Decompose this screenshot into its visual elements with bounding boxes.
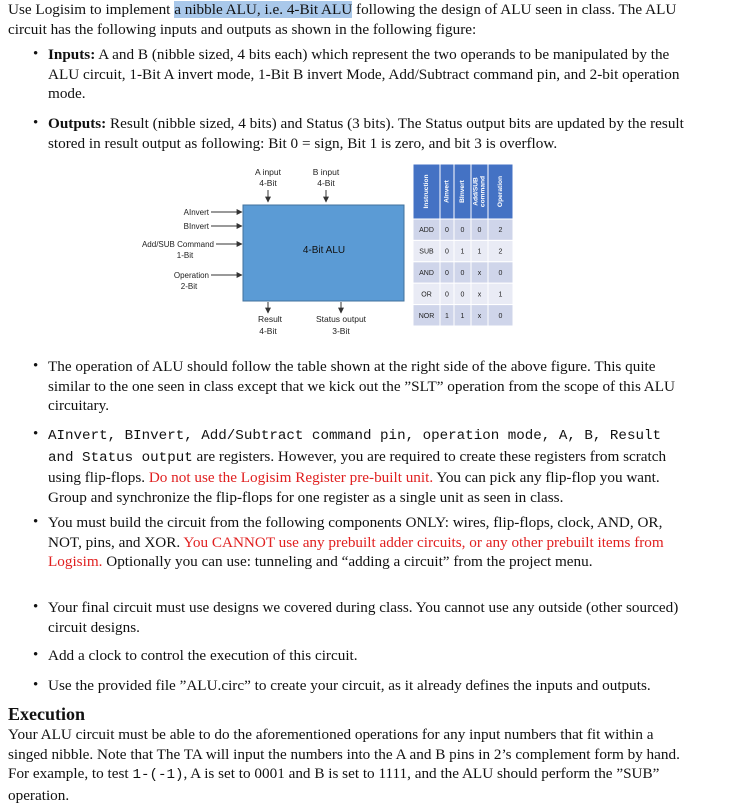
- addsub-label: Add/SUB Command: [141, 240, 214, 249]
- bullet-dot: •: [33, 358, 39, 374]
- intro-paragraph: [8, 0, 686, 39]
- table-cell-value: 1: [445, 312, 449, 320]
- status-label: Status output: [315, 314, 367, 324]
- table-header-label: BInvert: [459, 180, 466, 203]
- intro-text: Use Logisim to implement: [8, 1, 175, 18]
- table-cell-value: 0: [498, 270, 503, 277]
- alu-figure: [138, 162, 548, 340]
- components-text: You must build the circuit from the following components ONLY: wires, flip-flops, clock, AND, OR, NOT, pins, and XOR.: [48, 514, 663, 551]
- clock-bullet: Add a clock to control the execution of this circuit.: [48, 647, 358, 664]
- execution-text-cont: , A is set to 0001 and B is set to 1111, and the ALU should perform the ”SUB” operation.: [8, 765, 660, 804]
- table-cell-value: ADD: [419, 227, 434, 235]
- table-header-label: AInvert: [443, 180, 451, 203]
- operation-table-bullet: The operation of ALU should follow the table shown at the right side of the above figure. This quite similar to the one seen in class except that we kick out the ”SLT” operation from the scope of this ALU circuitary.: [48, 358, 676, 414]
- table-cell-value: x: [477, 312, 482, 320]
- table-cell-value: 0: [445, 248, 449, 256]
- table-cell-value: 2: [498, 227, 503, 235]
- table-cell-value: 0: [460, 227, 465, 235]
- bullet-dot: •: [33, 677, 39, 693]
- designs-bullet: Your final circuit must use designs we covered during class. You cannot use any outside (other sourced) circuit designs.: [48, 599, 679, 636]
- table-cell-value: 1: [460, 312, 465, 320]
- a-input-label: A input: [255, 167, 281, 177]
- components-bullet: [48, 513, 688, 572]
- table-cell-value: 1: [498, 291, 503, 299]
- table-cell-value: 1: [460, 248, 465, 256]
- execution-heading: Execution: [8, 704, 86, 724]
- table-cell-value: OR: [421, 291, 432, 299]
- bullet-dot: •: [33, 46, 39, 62]
- table-cell-value: 0: [460, 270, 465, 277]
- table-cell-value: 0: [445, 291, 449, 299]
- execution-code: 1-(-1): [132, 767, 184, 783]
- bullet-dot: •: [33, 599, 39, 615]
- table-cell-value: 0: [445, 270, 449, 277]
- status-bits: 3-Bit: [332, 326, 350, 336]
- components-text-cont: Optionally you can use: tunneling and “adding a circuit” from the project menu.: [102, 553, 593, 570]
- b-input-bits: 4-Bit: [317, 178, 335, 188]
- bullet-dot: •: [33, 647, 39, 663]
- table-cell-value: x: [477, 270, 482, 277]
- intro-text-cont: following the design of ALU seen in class. The ALU circuit has the following inputs and outputs as shown in the following figure:: [8, 1, 677, 38]
- table-cell-value: 0: [460, 291, 465, 299]
- bullet-dot: •: [33, 115, 39, 131]
- outputs-label: Outputs:: [48, 115, 107, 132]
- a-input-bits: 4-Bit: [259, 178, 277, 188]
- operation-bits: 2-Bit: [180, 282, 198, 291]
- highlighted-text: a nibble ALU, i.e. 4-Bit ALU: [174, 1, 353, 18]
- registers-text-cont: You can pick any flip-flop you want. Group and synchronize the flip-flops for one register as a single unit as seen in class.: [48, 469, 660, 506]
- registers-code: AInvert, BInvert, Add/Subtract command pin, operation mode, A, B, Result and Status output: [48, 428, 661, 466]
- file-bullet: Use the provided file ”ALU.circ” to create your circuit, as it already defines the inputs and outputs.: [48, 677, 651, 694]
- b-input-label: B input: [312, 167, 340, 177]
- table-cell-value: SUB: [419, 248, 434, 256]
- inputs-label: Inputs:: [48, 46, 96, 63]
- bullet-dot: •: [33, 426, 39, 442]
- table-header-label: Operation: [497, 175, 504, 208]
- inputs-text: A and B (nibble sized, 4 bits each) which represent the two operands to be manipulated by the ALU circuit, 1-Bit A invert mode, 1-Bit B invert Mode, Add/Subtract command pin, and 2-bit operation mode.: [48, 46, 680, 102]
- operation-table: [413, 164, 513, 326]
- operation-label: Operation: [173, 271, 209, 280]
- table-cell-value: AND: [419, 270, 434, 277]
- registers-text: are registers. However, you are required to create these registers from scratch using flip-flops.: [48, 447, 667, 486]
- registers-bullet: [48, 425, 688, 507]
- alu-box-label: 4-Bit ALU: [302, 245, 346, 256]
- table-cell-value: 0: [477, 227, 482, 235]
- table-cell-value: NOR: [418, 312, 435, 320]
- registers-warning: Do not use the Logisim Register pre-built unit.: [148, 469, 434, 486]
- components-warning: You CANNOT use any prebuilt adder circuits, or any other prebuilt items from Logisim.: [48, 533, 664, 570]
- bullet-dot: •: [33, 514, 39, 530]
- execution-text: Your ALU circuit must be able to do the aforementioned operations for any input numbers that fit within a singed nibble. Note that The TA will input the numbers into the A and B pins in 2’s complement form by hand. For example, to test: [8, 726, 680, 782]
- table-header-label: Instruction: [423, 174, 430, 209]
- table-cell-value: 2: [498, 248, 503, 256]
- inputs-bullet: [48, 45, 688, 104]
- addsub-bits: 1-Bit: [176, 251, 194, 260]
- binvert-label: BInvert: [183, 222, 209, 231]
- table-cell-value: 0: [445, 227, 449, 235]
- result-label: Result: [257, 314, 283, 324]
- execution-paragraph: [8, 725, 686, 805]
- ainvert-label: AInvert: [183, 208, 209, 217]
- result-bits: 4-Bit: [259, 326, 277, 336]
- outputs-text: Result (nibble sized, 4 bits) and Status (3 bits). The Status output bits are updated by the result stored in result output as following: Bit 0 = sign, Bit 1 is zero, and bit 3 is overflow.: [48, 115, 684, 152]
- table-cell-value: 0: [498, 312, 503, 320]
- table-header-label: Add/SUB: [472, 177, 480, 206]
- table-header-label: command: [479, 175, 487, 208]
- outputs-bullet: [48, 114, 688, 153]
- table-cell-value: 1: [477, 248, 482, 256]
- table-cell-value: x: [477, 291, 482, 299]
